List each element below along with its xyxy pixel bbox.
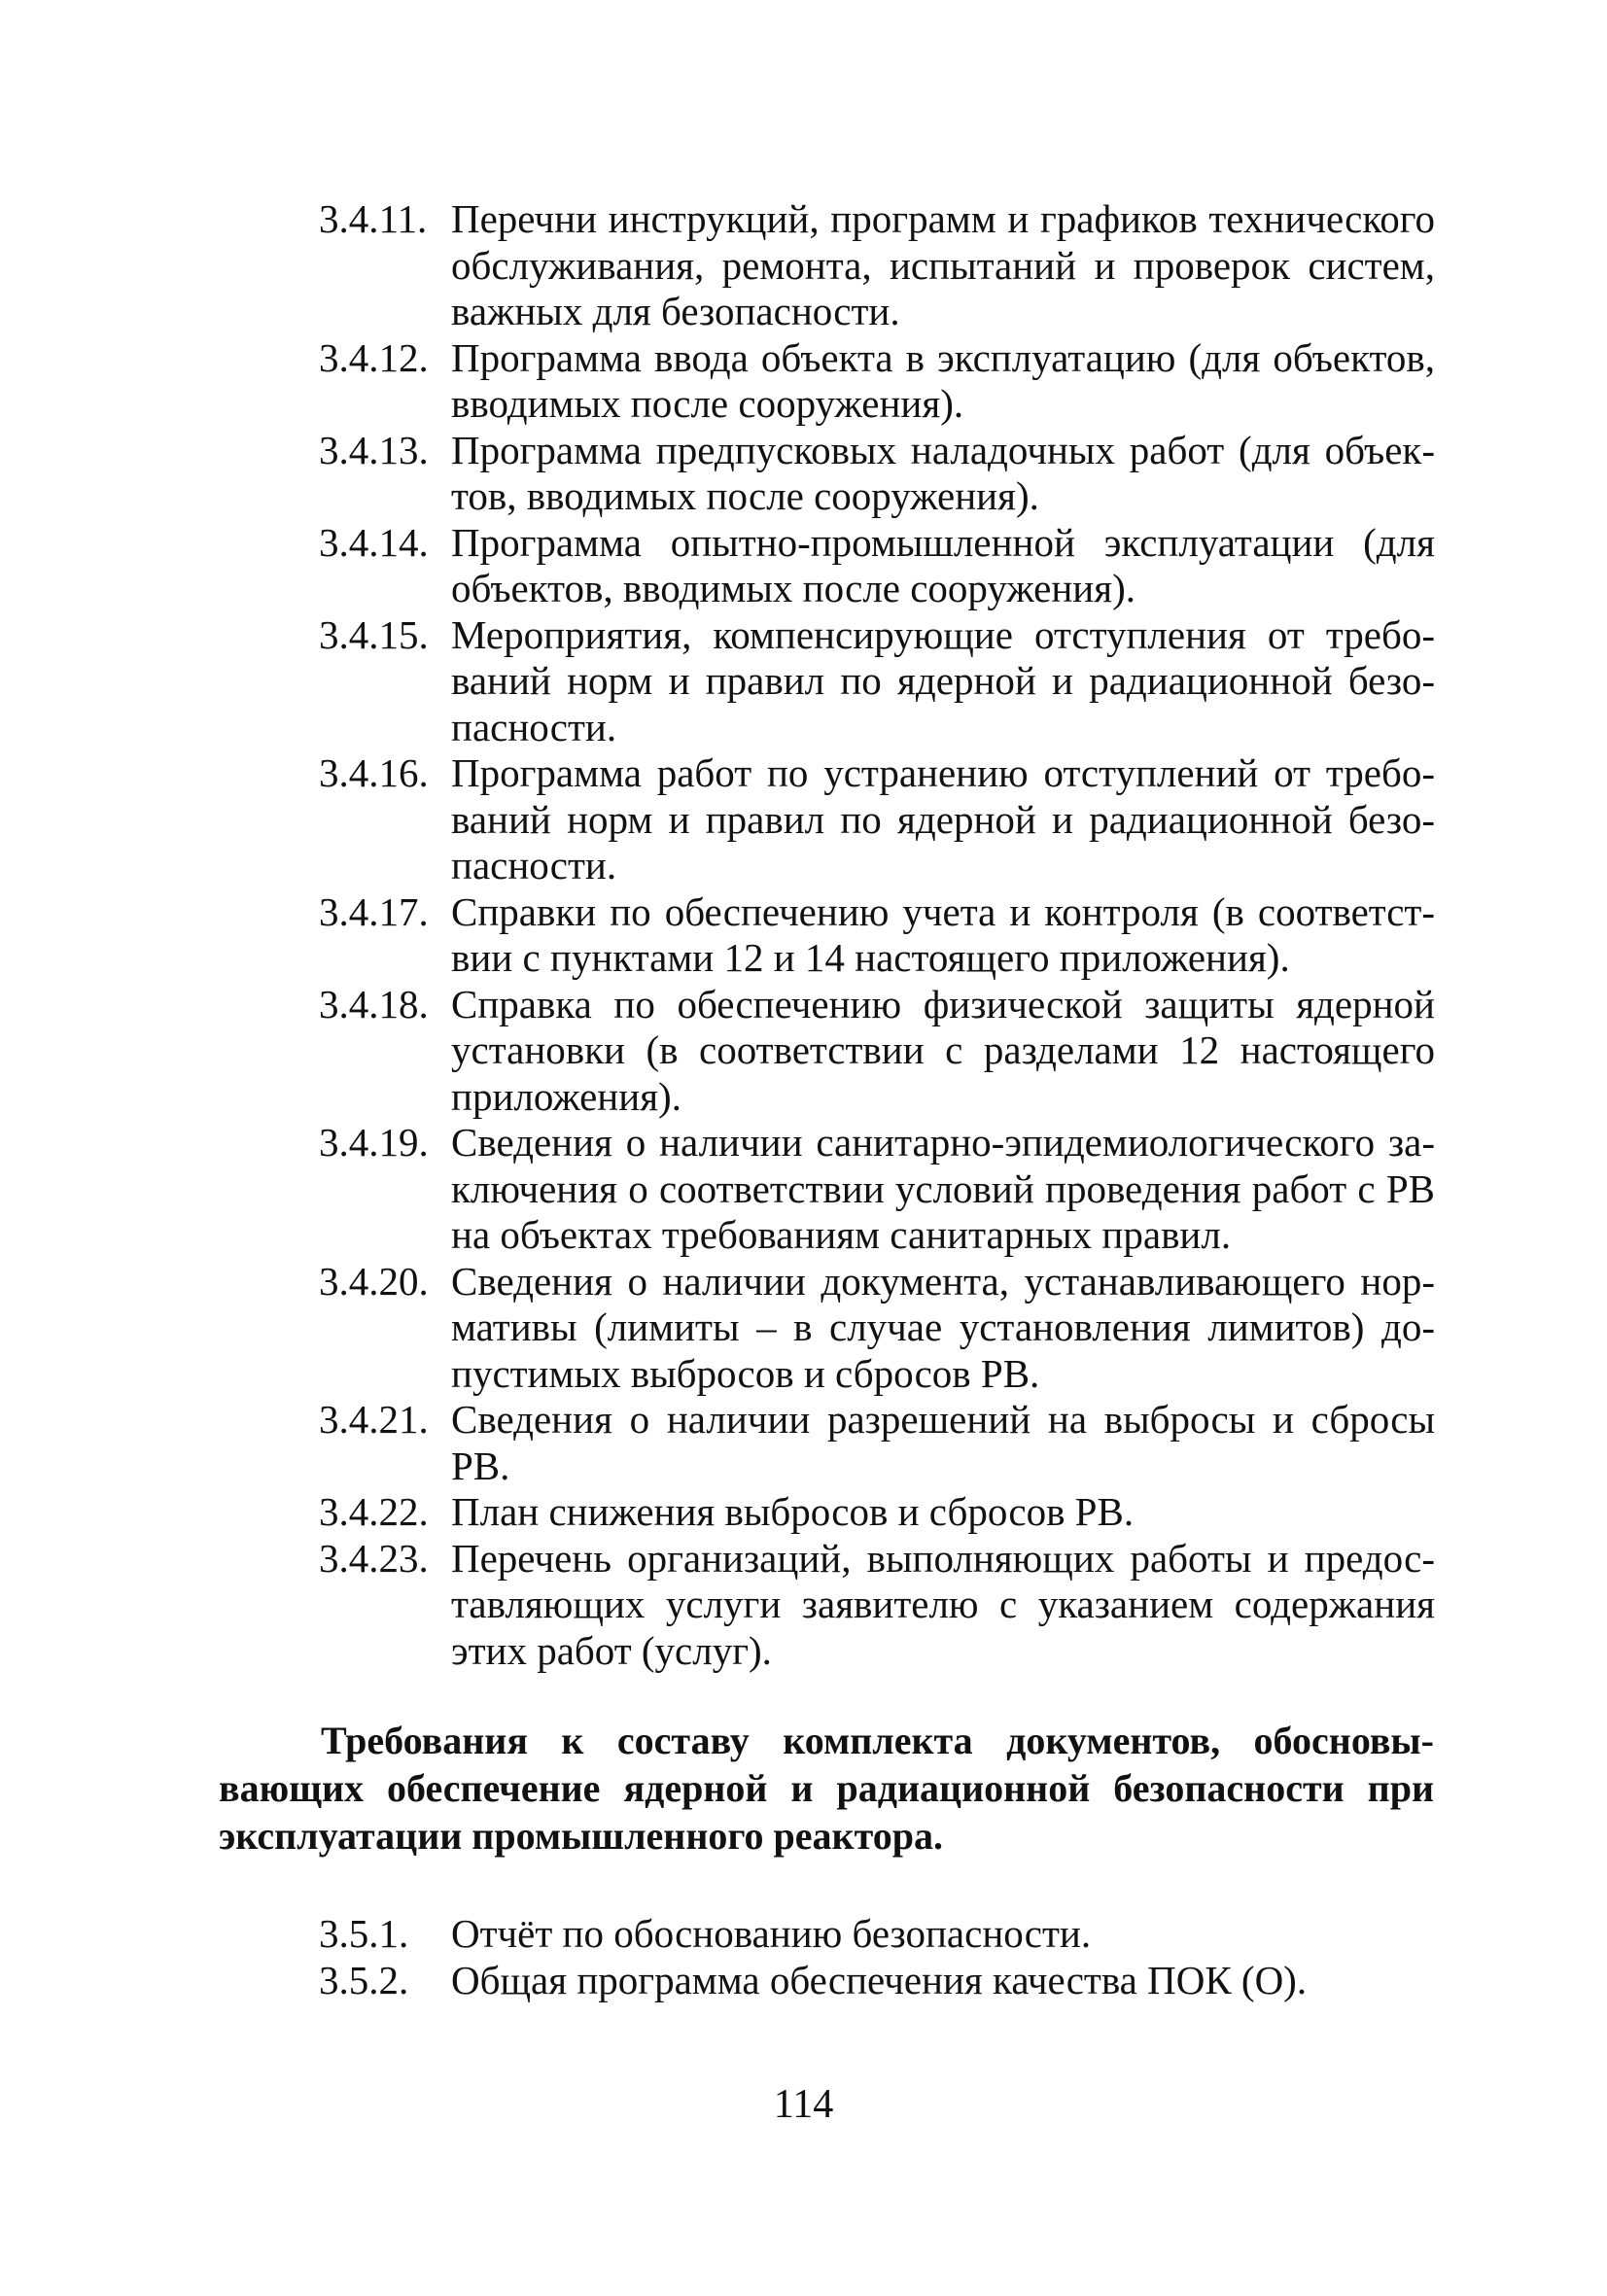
list-item-3-4-21	[319, 1397, 1435, 1489]
item-text: Программа опытно-промышленной эксплуатации (для объектов, вводимых после сооружения).	[451, 519, 1435, 610]
item-number: 3.4.21.	[319, 1397, 429, 1442]
item-text: Отчёт по обоснованию безопасности.	[451, 1911, 1092, 1956]
item-text: Справки по обеспечению учета и контроля (в соответствии с пунктами 12 и 14 настоящего приложения).	[451, 888, 1435, 980]
item-text: Общая программа обеспечения качества ПОК (О).	[451, 1957, 1308, 2002]
item-number: 3.4.13.	[319, 427, 429, 472]
item-number: 3.4.22.	[319, 1489, 429, 1534]
list-item-3-4-20	[319, 1259, 1435, 1398]
item-text: Справка по обеспечению физической защиты ядерной установки (в соответствии с разделами 12 настоящего приложения).	[451, 981, 1435, 1119]
item-text: Программа работ по устранению отступлений от требований норм и правил по ядерной и радиационной безопасности.	[451, 750, 1435, 887]
list-item-3-4-13	[319, 428, 1435, 520]
item-text: Сведения о наличии разрешений на выбросы и сбросы РВ.	[451, 1397, 1435, 1488]
list-item-3-4-11	[319, 196, 1435, 335]
item-number: 3.4.15.	[319, 611, 429, 657]
section-heading: Требования к составу комплекта документов, обосновывающих обеспечение ядерной и радиационной безопасности при эксплуатации промышленного реактора.	[219, 1719, 1434, 1858]
item-number: 3.5.2.	[319, 1957, 409, 2002]
item-number: 3.4.18.	[319, 981, 429, 1026]
item-number: 3.4.19.	[319, 1120, 429, 1165]
requirements-list-3-5	[319, 1911, 1435, 2003]
list-item-3-4-18	[319, 982, 1435, 1121]
item-text: Сведения о наличии санитарно-эпидемиологического заключения о соответствии условий проведения работ с РВ на объектах требованиям санитарных правил.	[451, 1120, 1435, 1257]
list-item-3-4-22	[319, 1489, 1435, 1536]
item-text: Программа предпусковых наладочных работ (для объектов, вводимых после сооружения).	[451, 427, 1435, 518]
item-number: 3.4.12.	[319, 334, 429, 380]
item-number: 3.4.14.	[319, 519, 429, 565]
item-text: Мероприятия, компенсирующие отступления от требований норм и правил по ядерной и радиационной безопасности.	[451, 611, 1435, 749]
list-item-3-4-17	[319, 889, 1435, 982]
item-number: 3.4.23.	[319, 1535, 429, 1581]
requirements-list-3-4	[319, 196, 1435, 1674]
list-item-3-4-16	[319, 750, 1435, 889]
list-item-3-4-19	[319, 1120, 1435, 1259]
item-text: Программа ввода объекта в эксплуатацию (для объектов, вводимых после сооружения).	[451, 334, 1435, 426]
list-item-3-4-23	[319, 1536, 1435, 1675]
list-item-3-5-1	[319, 1911, 1435, 1958]
list-item-3-4-15	[319, 612, 1435, 751]
item-text: План снижения выбросов и сбросов РВ.	[451, 1489, 1135, 1534]
item-text: Перечень организаций, выполняющих работы и предоставляющих услуги заявителю с указанием содержания этих работ (услуг).	[451, 1535, 1435, 1673]
item-text: Сведения о наличии документа, устанавливающего нормативы (лимиты – в случае установления лимитов) допустимых выбросов и сбросов РВ.	[451, 1258, 1435, 1396]
item-number: 3.4.20.	[319, 1258, 429, 1304]
list-item-3-5-2	[319, 1958, 1435, 2004]
item-text: Перечни инструкций, программ и графиков технического обслуживания, ремонта, испытаний и проверок систем, важных для безопасности.	[451, 196, 1435, 333]
item-number: 3.4.16.	[319, 750, 429, 795]
page-number: 114	[773, 2082, 834, 2127]
item-number: 3.4.11.	[319, 196, 428, 241]
item-number: 3.4.17.	[319, 888, 429, 934]
list-item-3-4-14	[319, 520, 1435, 612]
list-item-3-4-12	[319, 335, 1435, 428]
item-number: 3.5.1.	[319, 1911, 409, 1956]
